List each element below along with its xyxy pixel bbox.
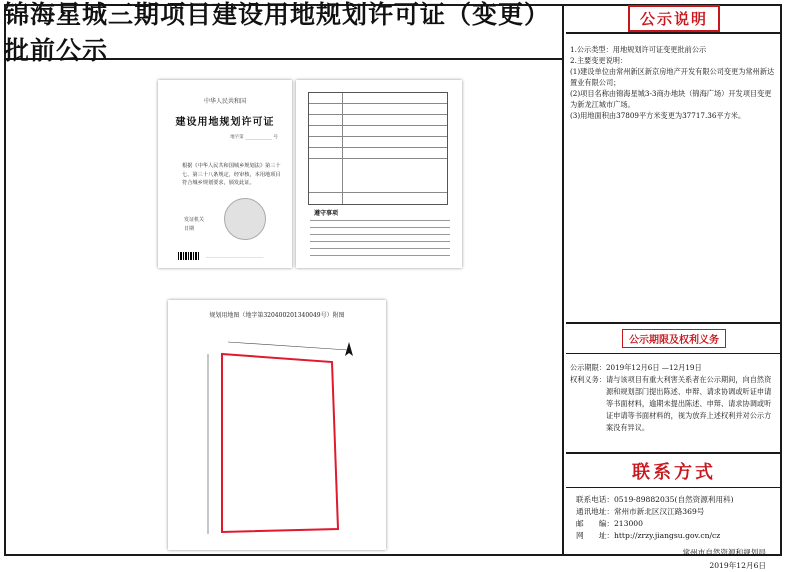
web-label: 网 址： bbox=[576, 531, 614, 540]
period-header bbox=[566, 324, 782, 354]
contact-title: 联系方式 bbox=[632, 461, 716, 483]
site-plan bbox=[168, 300, 386, 550]
cert-office bbox=[184, 216, 204, 234]
address-value: 常州市新北区汉江路369号 bbox=[613, 507, 705, 516]
post-label: 邮 编： bbox=[576, 519, 614, 528]
north-arrow-icon bbox=[344, 342, 354, 358]
org-name: 常州市自然资源和规划局 bbox=[682, 548, 766, 557]
term-row bbox=[570, 362, 776, 374]
site-boundary-map bbox=[208, 354, 358, 534]
notice-badge: 公示说明 bbox=[628, 5, 720, 32]
term-value: 2019年12月6日 —12月19日 bbox=[605, 363, 702, 372]
notes-lines bbox=[310, 220, 450, 262]
period-badge: 公示期限及权利义务 bbox=[622, 329, 726, 348]
notice-line: (2)项目名称由锦海星城3-3商办地块（锦海广场）开发项目变更为新龙江城市广场。 bbox=[570, 89, 772, 109]
notice-header bbox=[566, 4, 782, 34]
contact-header bbox=[566, 454, 782, 488]
notice-body bbox=[566, 34, 782, 324]
notice-line: (1)建设单位由常州新区新京房地产开发有限公司变更为常州新达置业有限公司； bbox=[570, 67, 775, 87]
signature bbox=[576, 546, 776, 572]
header-bar bbox=[4, 0, 564, 65]
cert-number-suffix: 号 bbox=[273, 135, 278, 140]
address-label: 通讯地址： bbox=[576, 507, 614, 516]
site-boundary bbox=[222, 354, 338, 532]
cert-date-label: 日期 bbox=[184, 226, 195, 232]
phone-value: 0519-89882035(自然资源利用科) bbox=[613, 495, 734, 504]
post-value: 213000 bbox=[613, 519, 643, 528]
cert-number-label: 地字第 bbox=[230, 135, 244, 140]
road-line-2 bbox=[228, 342, 348, 350]
notes-title: 遵守事项 bbox=[314, 210, 339, 217]
contact-post bbox=[576, 518, 776, 530]
notice-line: 1.公示类型：用地规划许可证变更批前公示 bbox=[570, 45, 707, 54]
rights-value: 请与该项目有重大利害关系者在公示期间，向自然资源和规划部门提出陈述、申辩、请求协调或听证申请等书面材料，逾期未提出陈述、申辩、请求协调或听证申请等书面材料的，视为放弃上述权利并对公示方案没有异议。 bbox=[605, 375, 772, 432]
certificate-front bbox=[158, 80, 292, 268]
contact-address bbox=[576, 506, 776, 518]
web-value[interactable]: http://zrzy.jiangsu.gov.cn/cz bbox=[613, 531, 721, 540]
contact-web bbox=[576, 530, 776, 542]
notice-line: (3)用地面积由37809平方米变更为37717.36平方米。 bbox=[570, 111, 746, 120]
contact-body bbox=[566, 488, 782, 572]
cert-issuer-label: 发证机关 bbox=[184, 217, 205, 223]
right-column bbox=[566, 4, 782, 570]
notice-date: 2019年12月6日 bbox=[709, 561, 766, 570]
period-body bbox=[566, 354, 782, 454]
cert-footnote: ________________________________ bbox=[206, 254, 264, 258]
phone-label: 联系电话： bbox=[576, 495, 614, 504]
term-label: 公示期限： bbox=[570, 363, 606, 372]
rights-row bbox=[570, 374, 776, 434]
certificate-form bbox=[296, 80, 462, 268]
page-title: 锦海星城三期项目建设用地规划许可证（变更）批前公示 bbox=[4, 0, 551, 65]
barcode-icon bbox=[178, 252, 200, 260]
notice-line: 2.主要变更说明： bbox=[570, 56, 628, 65]
cert-number: 地字第 ____________ 号 bbox=[230, 135, 278, 140]
cert-body: 根据《中华人民共和国城乡规划法》第三十七、第三十八条规定，经审核，本用地项目符合城乡规划要求，颁发此证。 bbox=[182, 163, 281, 186]
form-table bbox=[308, 92, 448, 205]
contact-phone bbox=[576, 494, 776, 506]
rights-label: 权利义务： bbox=[570, 375, 606, 384]
plan-title: 规划用地图（地字第320400201340049号）附图 bbox=[209, 312, 345, 319]
seal-icon bbox=[224, 198, 266, 240]
cert-title: 建设用地规划许可证 bbox=[175, 117, 275, 128]
cert-country: 中华人民共和国 bbox=[203, 98, 246, 105]
